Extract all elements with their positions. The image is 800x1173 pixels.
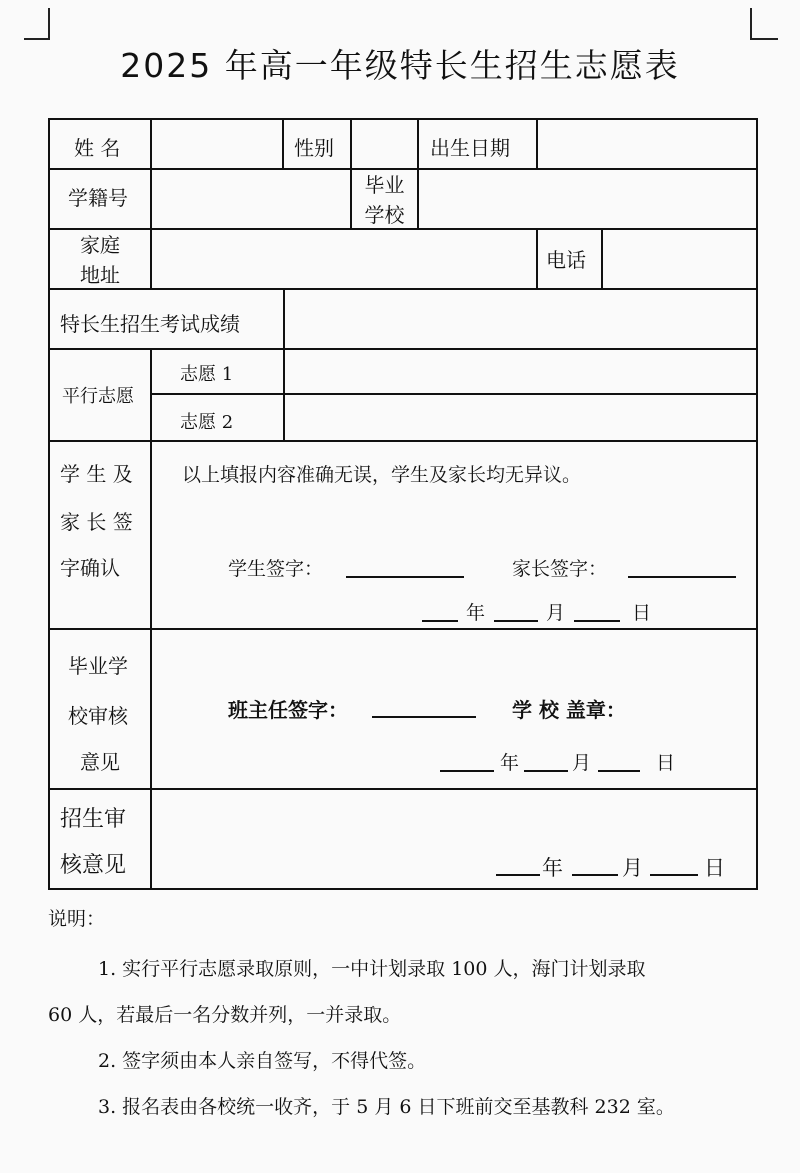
- exam-score-field[interactable]: [285, 290, 756, 348]
- student-id-label: 学籍号: [68, 186, 128, 210]
- school-seal-label: 学 校 盖章：: [512, 698, 626, 722]
- review-month-label: 月: [572, 752, 592, 774]
- parent-sign-line[interactable]: [628, 556, 736, 578]
- row-divider: [50, 628, 756, 630]
- choice-2-field[interactable]: [285, 395, 756, 440]
- notes-heading: 说明：: [48, 908, 106, 930]
- confirm-month-line[interactable]: [494, 600, 538, 622]
- gender-label: 性别: [294, 136, 334, 160]
- crop-mark-top-left: [48, 8, 50, 38]
- phone-field[interactable]: [603, 230, 756, 288]
- admission-day-line[interactable]: [650, 854, 698, 876]
- name-label: 姓 名: [74, 136, 121, 160]
- confirm-label-line3: 字确认: [60, 556, 120, 580]
- address-label: [50, 230, 150, 290]
- birth-date-label: 出生日期: [430, 136, 510, 160]
- col-divider: [282, 120, 284, 168]
- school-review-label-line2: 校审核: [68, 704, 128, 728]
- admission-review-label-line1: 招生审: [60, 807, 127, 832]
- application-form-table: [48, 118, 758, 890]
- page-title: 2025 年高一年级特长生招生志愿表: [120, 46, 680, 85]
- confirm-day-label: 日: [632, 602, 652, 624]
- col-divider: [150, 440, 152, 890]
- admission-year-label: 年: [542, 856, 563, 880]
- address-field[interactable]: [152, 230, 536, 288]
- student-id-field[interactable]: [152, 170, 350, 228]
- admission-month-label: 月: [622, 856, 643, 880]
- confirm-year-label: 年: [466, 602, 486, 624]
- confirm-statement: 以上填报内容准确无误，学生及家长均无异议。: [182, 464, 582, 486]
- admission-day-label: 日: [704, 856, 725, 880]
- review-month-line[interactable]: [524, 750, 568, 772]
- review-year-line[interactable]: [440, 750, 494, 772]
- review-day-line[interactable]: [598, 750, 640, 772]
- confirm-month-label: 月: [546, 602, 566, 624]
- note-item-1-line1: 1. 实行平行志愿录取原则，一中计划录取 100 人，海门计划录取: [98, 958, 646, 980]
- review-day-label: 日: [656, 752, 676, 774]
- teacher-sign-line[interactable]: [372, 696, 476, 718]
- grad-school-field[interactable]: [419, 170, 756, 228]
- review-year-label: 年: [500, 752, 520, 774]
- confirm-label-line2: 家 长 签: [60, 510, 133, 534]
- choice-1-field[interactable]: [285, 350, 756, 393]
- name-field[interactable]: [152, 120, 282, 168]
- school-review-label-line1: 毕业学: [68, 654, 128, 678]
- admission-review-label-line2: 核意见: [60, 853, 127, 878]
- note-item-1-line2: 60 人，若最后一名分数并列，一并录取。: [48, 1004, 402, 1026]
- choice-2-label: 志愿 2: [180, 412, 234, 433]
- note-item-2: 2. 签字须由本人亲自签写，不得代签。: [98, 1050, 427, 1072]
- parent-sign-label: 家长签字：: [512, 558, 608, 580]
- grad-school-label: [352, 170, 417, 230]
- birth-date-field[interactable]: [538, 120, 756, 168]
- crop-mark-top-right: [750, 8, 752, 38]
- confirm-label-line1: 学 生 及: [60, 462, 133, 486]
- row-divider: [50, 440, 756, 442]
- confirm-year-line[interactable]: [422, 600, 458, 622]
- address-label-line2: 地址: [80, 263, 120, 287]
- col-divider: [536, 228, 538, 288]
- grad-school-label-line2: 学校: [364, 203, 405, 227]
- col-divider: [150, 348, 152, 440]
- teacher-sign-label: 班主任签字：: [228, 698, 348, 722]
- exam-score-label: 特长生招生考试成绩: [60, 312, 240, 336]
- gender-field[interactable]: [352, 120, 417, 168]
- choice-1-label: 志愿 1: [180, 364, 234, 385]
- grad-school-label-line1: 毕业: [364, 173, 405, 197]
- student-sign-label: 学生签字：: [228, 558, 324, 580]
- admission-month-line[interactable]: [572, 854, 618, 876]
- student-sign-line[interactable]: [346, 556, 464, 578]
- parallel-choice-label: 平行志愿: [62, 386, 134, 407]
- phone-label: 电话: [546, 248, 586, 272]
- school-review-label-line3: 意见: [80, 750, 120, 774]
- note-item-3: 3. 报名表由各校统一收齐，于 5 月 6 日下班前交至基教科 232 室。: [98, 1096, 675, 1118]
- address-label-line1: 家庭: [80, 233, 120, 257]
- confirm-day-line[interactable]: [574, 600, 620, 622]
- admission-year-line[interactable]: [496, 854, 540, 876]
- row-divider: [50, 788, 756, 790]
